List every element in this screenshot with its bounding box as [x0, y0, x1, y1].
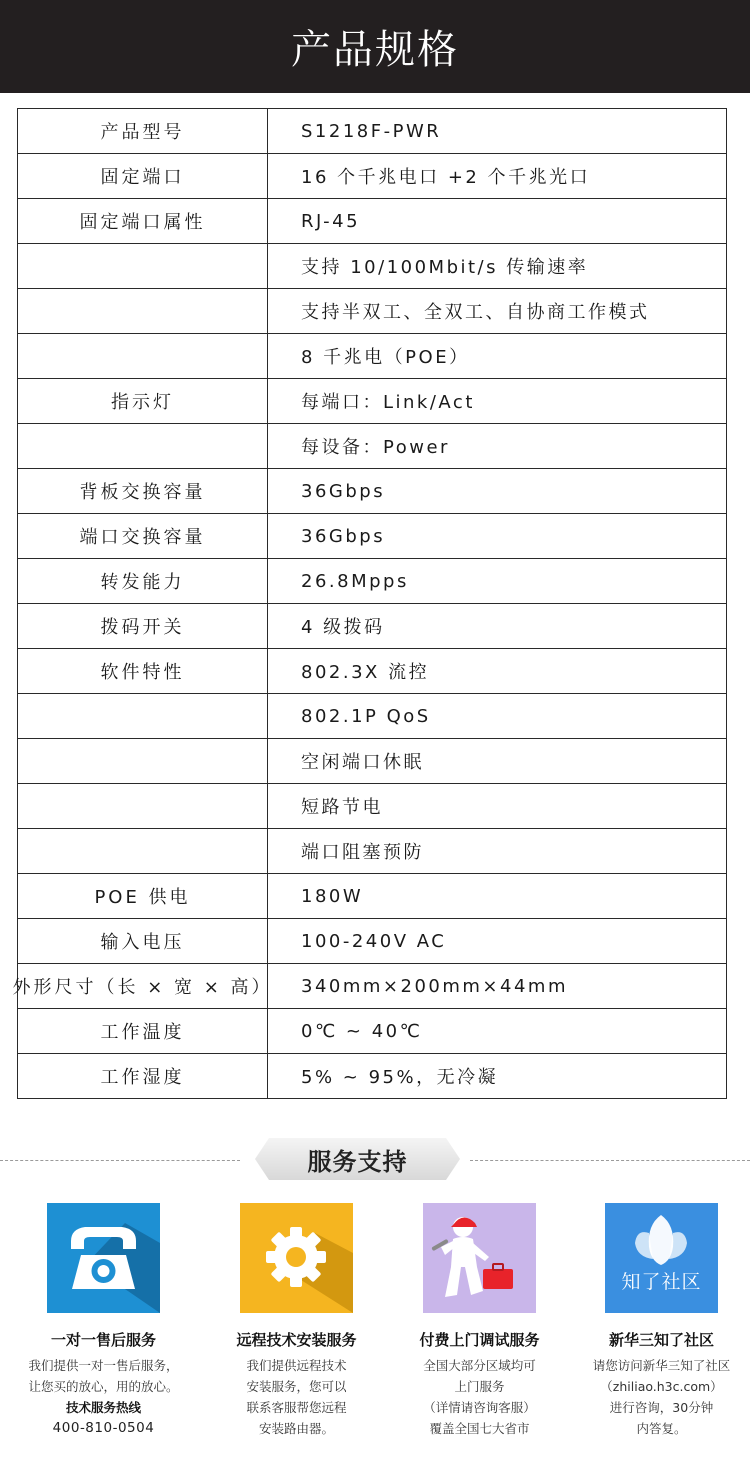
- description-line: 请您访问新华三知了社区: [592, 1358, 731, 1373]
- spec-row: [18, 244, 727, 289]
- spec-value: 8 千兆电（POE）: [268, 334, 727, 378]
- spec-label: 固定端口: [18, 154, 268, 198]
- spec-row: [18, 154, 727, 199]
- description-line: 我们提供远程技术: [246, 1358, 347, 1373]
- spec-value: 100-240V AC: [268, 919, 727, 963]
- spec-row: [18, 514, 727, 559]
- spec-label: [18, 739, 268, 783]
- spec-row: [18, 109, 727, 154]
- description-line: 上门服务: [454, 1379, 505, 1394]
- service-description: [10, 1355, 197, 1397]
- section-divider-left: [0, 1160, 240, 1161]
- spec-row: [18, 469, 727, 514]
- spec-label: [18, 289, 268, 333]
- spec-value: 5% ~ 95%，无冷凝: [268, 1054, 727, 1098]
- repairman-icon: [423, 1203, 536, 1313]
- spec-value: 支持半双工、全双工、自协商工作模式: [268, 289, 727, 333]
- spec-value: 短路节电: [268, 784, 727, 828]
- spec-value: 空闲端口休眠: [268, 739, 727, 783]
- spec-value: 0℃ ~ 40℃: [268, 1009, 727, 1053]
- description-line: 覆盖全国七大省市: [429, 1421, 530, 1436]
- spec-value: RJ-45: [268, 199, 727, 243]
- spec-label: [18, 784, 268, 828]
- spec-label: [18, 244, 268, 288]
- spec-row: [18, 829, 727, 874]
- description-line: （zhiliao.h3c.com）: [600, 1379, 723, 1394]
- spec-row: [12, 964, 727, 1009]
- spec-value: 340mm×200mm×44mm: [268, 964, 727, 1008]
- spec-label: [18, 694, 268, 738]
- spec-value: 26.8Mpps: [268, 559, 727, 603]
- spec-value: 180W: [268, 874, 727, 918]
- spec-row: [18, 1009, 727, 1054]
- service-card-onsite-debug: [386, 1203, 573, 1439]
- spec-value: 4 级拨码: [268, 604, 727, 648]
- spec-value: 16 个千兆电口 +2 个千兆光口: [268, 154, 727, 198]
- spec-value: S1218F-PWR: [268, 109, 727, 153]
- spec-row: [18, 199, 727, 244]
- spec-row: [18, 874, 727, 919]
- spec-label: 输入电压: [18, 919, 268, 963]
- spec-value: 36Gbps: [268, 514, 727, 558]
- telephone-icon: [47, 1203, 160, 1313]
- spec-row: [18, 289, 727, 334]
- spec-label: 转发能力: [18, 559, 268, 603]
- description-line: 安装路由器。: [258, 1421, 334, 1436]
- service-name: 远程技术安装服务: [236, 1331, 357, 1349]
- spec-row: [18, 694, 727, 739]
- service-description: [386, 1355, 573, 1439]
- description-line: （详情请咨询客服）: [423, 1400, 536, 1415]
- description-line: 全国大部分区域均可: [423, 1358, 536, 1373]
- spec-label: 拨码开关: [18, 604, 268, 648]
- service-description: [568, 1355, 750, 1439]
- description-line: 进行咨询，30分钟: [609, 1400, 714, 1415]
- spec-table: [12, 108, 727, 1099]
- service-name: 一对一售后服务: [50, 1331, 156, 1349]
- spec-label: 指示灯: [18, 379, 268, 423]
- service-section-title: 服务支持: [307, 1147, 408, 1176]
- spec-label: 背板交换容量: [18, 469, 268, 513]
- service-name: 新华三知了社区: [608, 1331, 714, 1349]
- hotline-number: 400-810-0504: [52, 1420, 155, 1436]
- description-line: 让您买的放心，用的放心。: [28, 1379, 179, 1394]
- description-line: 内答复。: [636, 1421, 687, 1436]
- spec-value: 每设备：Power: [268, 424, 727, 468]
- service-description: [203, 1355, 390, 1439]
- spec-row: [18, 334, 727, 379]
- spec-row: [18, 424, 727, 469]
- spec-label: 工作湿度: [18, 1054, 268, 1098]
- spec-label: POE 供电: [18, 874, 268, 918]
- description-line: 联系客服帮您远程: [246, 1400, 347, 1415]
- spec-label: 固定端口属性: [18, 199, 268, 243]
- spec-label: [18, 334, 268, 378]
- service-name: 付费上门调试服务: [419, 1331, 540, 1349]
- gear-icon: [240, 1203, 353, 1313]
- spec-row: [18, 559, 727, 604]
- service-section-tab: [255, 1138, 460, 1180]
- spec-value: 支持 10/100Mbit/s 传输速率: [268, 244, 727, 288]
- spec-value: 每端口：Link/Act: [268, 379, 727, 423]
- description-line: 安装服务，您可以: [246, 1379, 347, 1394]
- hotline-label: 技术服务热线: [65, 1400, 141, 1415]
- spec-row: [18, 919, 727, 964]
- spec-label: 端口交换容量: [18, 514, 268, 558]
- spec-value: 36Gbps: [268, 469, 727, 513]
- spec-label: 外形尺寸（长 × 宽 × 高）: [18, 964, 268, 1008]
- spec-value: 端口阻塞预防: [268, 829, 727, 873]
- section-divider-right: [470, 1160, 750, 1161]
- service-card-zhiliao-community: [568, 1203, 750, 1439]
- spec-label: 产品型号: [18, 109, 268, 153]
- spec-value: 802.3X 流控: [268, 649, 727, 693]
- spec-row: [18, 1054, 727, 1099]
- service-card-after-sales: [10, 1203, 197, 1439]
- spec-row: [18, 379, 727, 424]
- description-line: 我们提供一对一售后服务，: [28, 1358, 179, 1373]
- page-title: 产品规格: [291, 27, 459, 73]
- spec-label: [18, 424, 268, 468]
- spec-value: 802.1P QoS: [268, 694, 727, 738]
- spec-row: [18, 604, 727, 649]
- page-header: [0, 0, 750, 93]
- zhiliao-logo-icon: [605, 1203, 718, 1313]
- spec-row: [18, 739, 727, 784]
- spec-row: [18, 784, 727, 829]
- spec-label: 软件特性: [18, 649, 268, 693]
- spec-label: [18, 829, 268, 873]
- service-card-remote-install: [203, 1203, 390, 1439]
- logo-text: 知了社区: [621, 1271, 702, 1293]
- spec-row: [18, 649, 727, 694]
- spec-label: 工作温度: [18, 1009, 268, 1053]
